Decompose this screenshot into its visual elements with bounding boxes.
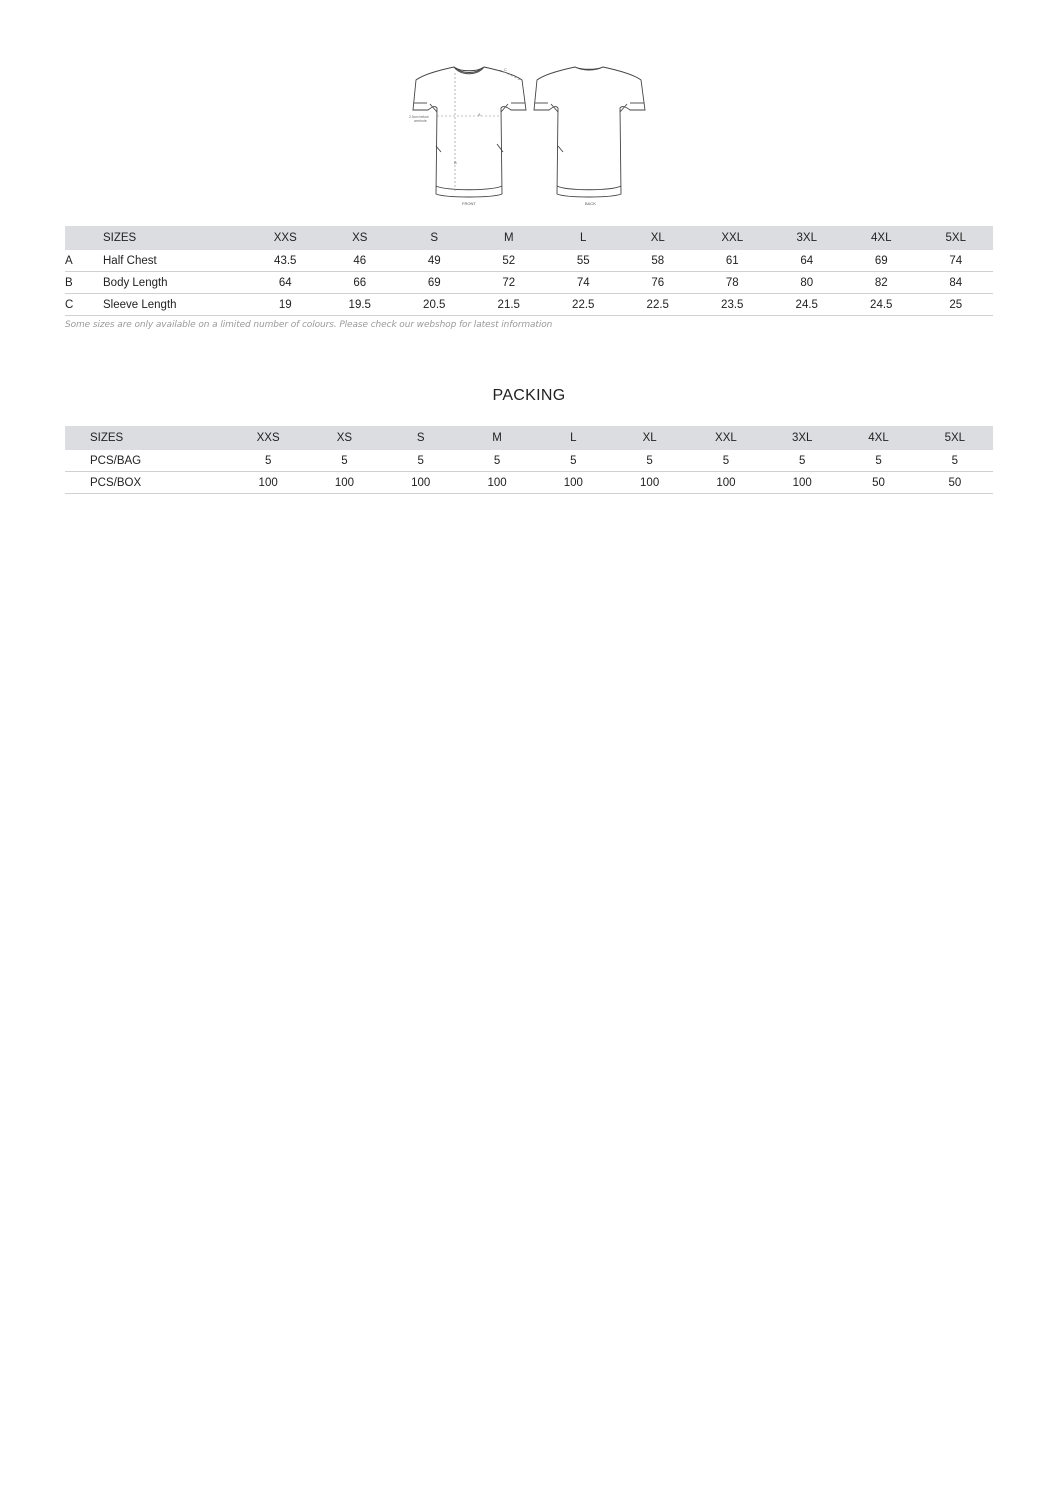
table-cell: 100 — [383, 472, 459, 494]
measure-b-label: B — [454, 160, 457, 165]
table-cell: 20.5 — [397, 294, 472, 316]
table-row — [65, 294, 993, 316]
size-header-cell: 3XL — [764, 426, 840, 450]
size-header-cell: L — [535, 426, 611, 450]
table-cell: 100 — [230, 472, 306, 494]
table-cell: 52 — [472, 250, 547, 272]
table-cell: 5 — [764, 450, 840, 472]
table-cell: 100 — [459, 472, 535, 494]
row-label: Sleeve Length — [103, 294, 248, 316]
table-cell: 5 — [917, 450, 993, 472]
table-cell: 100 — [306, 472, 382, 494]
size-chart-table — [65, 226, 993, 316]
packing-table — [65, 426, 993, 494]
table-cell: 82 — [844, 272, 919, 294]
packing-title: PACKING — [492, 387, 566, 404]
table-cell: 100 — [611, 472, 687, 494]
row-key: A — [65, 250, 103, 272]
size-header-cell: M — [459, 426, 535, 450]
row-label: PCS/BAG — [65, 450, 230, 472]
size-header-cell: 4XL — [840, 426, 916, 450]
size-chart-header-row — [65, 226, 993, 250]
table-cell: 72 — [472, 272, 547, 294]
row-label: Half Chest — [103, 250, 248, 272]
tshirt-diagram — [400, 58, 660, 210]
table-cell: 50 — [917, 472, 993, 494]
availability-note: Some sizes are only available on a limited number of colours. Please check our webshop for latest information — [65, 320, 553, 330]
row-key: B — [65, 272, 103, 294]
size-header-cell: S — [397, 226, 472, 250]
table-cell: 74 — [919, 250, 994, 272]
table-cell: 19.5 — [323, 294, 398, 316]
table-cell: 22.5 — [621, 294, 696, 316]
armpit-note-2: armhole — [414, 119, 427, 123]
size-chart-header-key — [65, 226, 103, 250]
table-cell: 5 — [459, 450, 535, 472]
size-header-cell: L — [546, 226, 621, 250]
table-cell: 61 — [695, 250, 770, 272]
table-cell: 5 — [230, 450, 306, 472]
table-cell: 100 — [764, 472, 840, 494]
measure-c-label: C — [504, 67, 507, 72]
table-cell: 64 — [770, 250, 845, 272]
table-row — [65, 450, 993, 472]
table-cell: 5 — [840, 450, 916, 472]
back-label: BACK — [585, 201, 596, 206]
table-cell: 43.5 — [248, 250, 323, 272]
table-row — [65, 250, 993, 272]
row-label: PCS/BOX — [65, 472, 230, 494]
table-cell: 100 — [688, 472, 764, 494]
size-header-cell: XS — [306, 426, 382, 450]
table-cell: 19 — [248, 294, 323, 316]
size-header-cell: M — [472, 226, 547, 250]
table-cell: 25 — [919, 294, 994, 316]
front-label: FRONT — [462, 201, 476, 206]
table-row — [65, 272, 993, 294]
table-cell: 49 — [397, 250, 472, 272]
size-header-cell: 5XL — [919, 226, 994, 250]
table-cell: 100 — [535, 472, 611, 494]
size-header-cell: XL — [621, 226, 696, 250]
table-cell: 21.5 — [472, 294, 547, 316]
table-cell: 69 — [844, 250, 919, 272]
armpit-note-1: 2.5cm below — [409, 115, 429, 119]
back-shirt-drawing — [534, 67, 645, 197]
table-cell: 84 — [919, 272, 994, 294]
size-header-cell: XS — [323, 226, 398, 250]
size-header-cell: XXL — [695, 226, 770, 250]
table-cell: 66 — [323, 272, 398, 294]
table-cell: 50 — [840, 472, 916, 494]
table-cell: 78 — [695, 272, 770, 294]
size-header-cell: 5XL — [917, 426, 993, 450]
table-cell: 74 — [546, 272, 621, 294]
table-cell: 5 — [688, 450, 764, 472]
table-cell: 23.5 — [695, 294, 770, 316]
table-cell: 5 — [383, 450, 459, 472]
measure-a-label: A — [478, 112, 481, 117]
size-header-cell: 3XL — [770, 226, 845, 250]
table-cell: 5 — [306, 450, 382, 472]
table-cell: 22.5 — [546, 294, 621, 316]
packing-header-row — [65, 426, 993, 450]
table-cell: 64 — [248, 272, 323, 294]
size-header-cell: XXL — [688, 426, 764, 450]
size-header-cell: 4XL — [844, 226, 919, 250]
row-label: Body Length — [103, 272, 248, 294]
table-cell: 24.5 — [844, 294, 919, 316]
size-header-cell: S — [383, 426, 459, 450]
row-key: C — [65, 294, 103, 316]
size-header-cell: XXS — [230, 426, 306, 450]
table-cell: 80 — [770, 272, 845, 294]
table-cell: 55 — [546, 250, 621, 272]
table-cell: 5 — [535, 450, 611, 472]
table-cell: 58 — [621, 250, 696, 272]
size-header-cell: XL — [611, 426, 687, 450]
table-cell: 5 — [611, 450, 687, 472]
size-header-cell: XXS — [248, 226, 323, 250]
packing-header-label: SIZES — [65, 426, 230, 450]
table-cell: 69 — [397, 272, 472, 294]
front-shirt-drawing — [413, 67, 526, 197]
table-cell: 46 — [323, 250, 398, 272]
table-cell: 24.5 — [770, 294, 845, 316]
table-row — [65, 472, 993, 494]
size-chart-header-label: SIZES — [103, 226, 248, 250]
table-cell: 76 — [621, 272, 696, 294]
